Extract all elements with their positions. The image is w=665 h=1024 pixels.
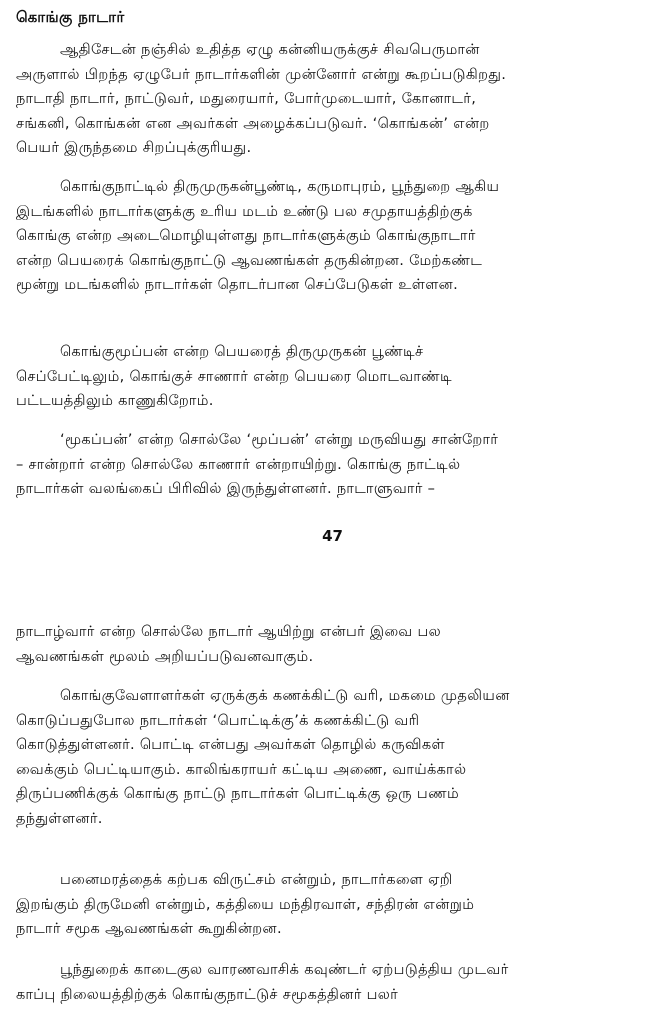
paragraph-monasteries: [16, 175, 651, 298]
text-line: நாடாதி நாடார், நாட்டுவர், மதுரையார், போர்முடையார், கோனாடர்,: [16, 90, 477, 108]
paragraph-etymology: [16, 428, 651, 502]
paragraph-poonthurai: [16, 958, 651, 1007]
text-line: பெயர் இருந்தமை சிறப்புக்குரியது.: [16, 139, 252, 157]
text-line: கொடுப்பதுபோல நாடார்கள் ‘பொட்டிக்கு’க் கணக்கிட்டு வரி: [16, 711, 420, 729]
text-line: ஆதிசேடன் நஞ்சில் உதித்த ஏழு கன்னியருக்குச் சிவபெருமான்: [60, 41, 480, 58]
paragraph-tax: [16, 684, 651, 832]
text-line: காப்பு நிலையத்திற்குக் கொங்குநாட்டுச் சமூகத்தினர் பலர்: [16, 985, 399, 1003]
lower-page: [0, 578, 665, 1024]
text-line: சங்கனி, கொங்கன் என அவர்கள் அழைக்கப்படுவர். ‘கொங்கன்’ என்ற: [16, 114, 490, 132]
paragraph-continuation: [16, 620, 651, 669]
text-line: நாடாழ்வார் என்ற சொல்லே நாடார் ஆயிற்று என்பர் இவை பல: [16, 623, 442, 640]
text-line: திருப்பணிக்குக் கொங்கு நாட்டு நாடார்கள் பொட்டிக்கு ஒரு பணம்: [16, 785, 459, 803]
text-line: தந்துள்ளனர்.: [16, 809, 103, 827]
text-line: ‘மூகப்பன்’ என்ற சொல்லே ‘மூப்பன்’ என்று மருவியது சான்றோர்: [60, 431, 499, 448]
text-line: பட்டயத்திலும் காணுகிறோம்.: [16, 392, 214, 410]
text-line: மூன்று மடங்களில் நாடார்கள் தொடர்பான செப்பேடுகள் உள்ளன.: [16, 276, 459, 294]
text-line: கொங்கு என்ற அடைமொழியுள்ளது நாடார்களுக்கும் கொங்குநாடார்: [16, 227, 476, 245]
text-line: கொடுத்துள்ளனர். பொட்டி என்பது அவர்கள் தொழில் கருவிகள்: [16, 736, 446, 754]
text-line: அருளால் பிறந்த ஏழுபேர் நாடார்களின் முன்னோர் என்று கூறப்படுகிறது.: [16, 65, 507, 83]
text-line: இறங்கும் திருமேனி என்றும், கத்தியை மந்திரவாள், சந்திரன் என்றும்: [16, 895, 475, 913]
text-line: கொங்குமூப்பன் என்ற பெயரைத் திருமுருகன் பூண்டிச்: [60, 343, 424, 360]
text-line: – சான்றார் என்ற சொல்லே காணார் என்றாயிற்று. கொங்கு நாட்டில்: [16, 455, 461, 473]
text-line: செப்பேட்டிலும், கொங்குச் சாணார் என்ற பெயரை மொடவாண்டி: [16, 367, 452, 385]
text-line: ஆவணங்கள் மூலம் அறியப்படுவனவாகும்.: [16, 647, 314, 665]
text-line: நாடார்கள் வலங்கைப் பிரிவில் இருந்துள்ளனர். நாடாளுவார் –: [16, 480, 436, 498]
text-line: என்ற பெயரைக் கொங்குநாட்டு ஆவணங்கள் தருகின்றன. மேற்கண்ட: [16, 251, 483, 269]
page-number: 47: [322, 527, 343, 545]
paragraph-copper-plates: [16, 340, 651, 414]
text-line: வைக்கும் பெட்டியாகும். காலிங்கராயர் கட்டிய அணை, வாய்க்கால்: [16, 760, 467, 778]
text-line: கொங்குநாட்டில் திருமுருகன்பூண்டி, கருமாபுரம், பூந்துறை ஆகிய: [60, 178, 500, 195]
paragraph-palm-tree: [16, 868, 651, 942]
text-line: நாடார் சமூக ஆவணங்கள் கூறுகின்றன.: [16, 920, 282, 938]
page-gap: [0, 548, 665, 578]
text-line: இடங்களில் நாடார்களுக்கு உரிய மடம் உண்டு பல சமுதாயத்திற்குக்: [16, 202, 473, 220]
text-line: பனைமரத்தைக் கற்பக விருட்சம் என்றும், நாடார்களை ஏறி: [60, 871, 453, 888]
paragraph-origin: [16, 38, 651, 161]
text-line: பூந்துறைக் காடைகுல வாரணவாசிக் கவுண்டர் ஏற்படுத்திய முடவர்: [60, 961, 509, 978]
text-line: கொங்குவேளாளர்கள் ஏருக்குக் கணக்கிட்டு வரி, மகமை முதலியன: [60, 687, 510, 704]
section-heading: கொங்கு நாடார்: [16, 8, 125, 26]
